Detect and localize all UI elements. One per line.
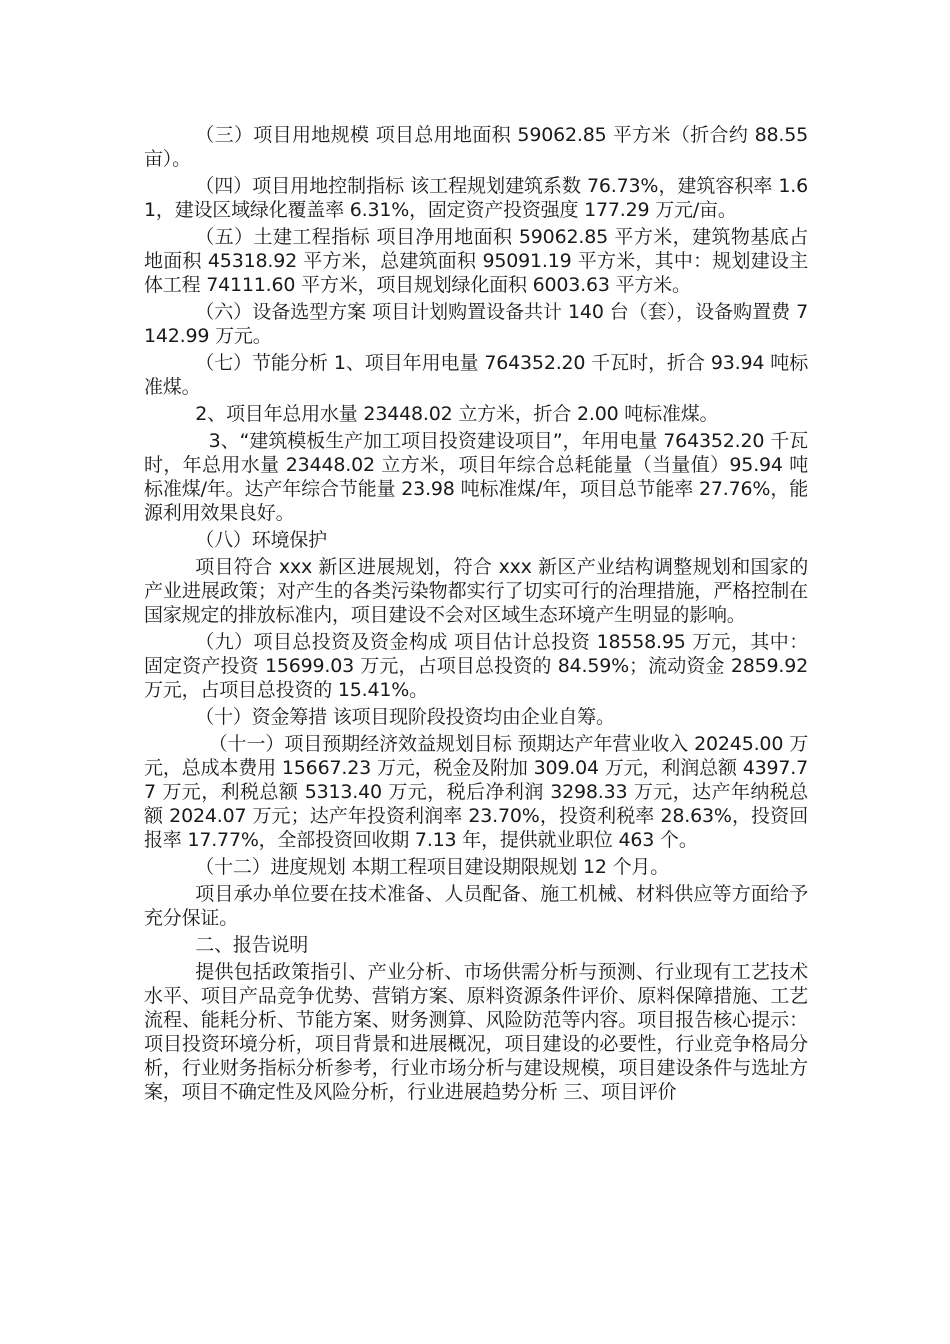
paragraph-land-scale: （三）项目用地规模 项目总用地面积 59062.85 平方米（折合约 88.55 亩）。 [144,124,808,170]
paragraph-environmental-protection: 项目符合 xxx 新区进展规划，符合 xxx 新区产业结构调整规划和国家的产业进展政策；对产生的各类污染物都实行了切实可行的治理措施，严格控制在国家规定的排放标准内，项目建设不会对区域生态环境产生明显的影响。 [144,556,808,626]
paragraph-economic-benefit: （十一）项目预期经济效益规划目标 预期达产年营业收入 20245.00 万元，总成本费用 15667.23 万元，税金及附加 309.04 万元，利润总额 4397.77 万元，利税总额 5313.40 万元，税后净利润 3298.33 万元，达产年纳税总额 2024.07 万元；达产年投资利润率 23.70%，投资利税率 28.63%，投资回报率 17.77%，全部投资回收期 7.13 年，提供就业职位 463 个。 [144,733,808,851]
paragraph-equipment-selection: （六）设备选型方案 项目计划购置设备共计 140 台（套），设备购置费 7142.99 万元。 [144,301,808,347]
heading-report-description: 二、报告说明 [195,934,309,956]
paragraph-guarantee: 项目承办单位要在技术准备、人员配备、施工机械、材料供应等方面给予充分保证。 [144,883,808,929]
paragraph-land-control-indicators: （四）项目用地控制指标 该工程规划建筑系数 76.73%，建筑容积率 1.61，建设区域绿化覆盖率 6.31%，固定资产投资强度 177.29 万元/亩。 [144,175,808,221]
paragraph-civil-engineering: （五）土建工程指标 项目净用地面积 59062.85 平方米，建筑物基底占地面积 45318.92 平方米，总建筑面积 95091.19 平方米，其中：规划建设主体工程 74111.60 平方米，项目规划绿化面积 6003.63 平方米。 [144,226,808,296]
paragraph-energy-analysis: （七）节能分析 1、项目年用电量 764352.20 千瓦时，折合 93.94 吨标准煤。 [144,352,808,398]
paragraph-report-description: 提供包括政策指引、产业分析、市场供需分析与预测、行业现有工艺技术水平、项目产品竞争优势、营销方案、原料资源条件评价、原料保障措施、工艺流程、能耗分析、节能方案、财务测算、风险防范等内容。项目报告核心提示：项目投资环境分析，项目背景和进展概况，项目建设的必要性，行业竞争格局分析，行业财务指标分析参考，行业市场分析与建设规模，项目建设条件与选址方案，项目不确定性及风险分析，行业进展趋势分析 三、项目评价 [144,961,808,1103]
paragraph-fund-raising: （十）资金筹措 该项目现阶段投资均由企业自筹。 [195,706,615,728]
document-body [144,123,808,1107]
paragraph-water-usage: 2、项目年总用水量 23448.02 立方米，折合 2.00 吨标准煤。 [195,403,719,425]
paragraph-schedule: （十二）进度规划 本期工程项目建设期限规划 12 个月。 [195,856,669,878]
paragraph-energy-summary: 3、“建筑模板生产加工项目投资建设项目”，年用电量 764352.20 千瓦时，年总用水量 23448.02 立方米，项目年综合总耗能量（当量值）95.94 吨标准煤/年。达产年综合节能量 23.98 吨标准煤/年，项目总节能率 27.76%，能源利用效果良好。 [144,430,808,524]
paragraph-total-investment: （九）项目总投资及资金构成 项目估计总投资 18558.95 万元，其中：固定资产投资 15699.03 万元，占项目总投资的 84.59%；流动资金 2859.92 万元，占项目总投资的 15.41%。 [144,631,808,701]
heading-environmental-protection: （八）环境保护 [195,529,327,551]
